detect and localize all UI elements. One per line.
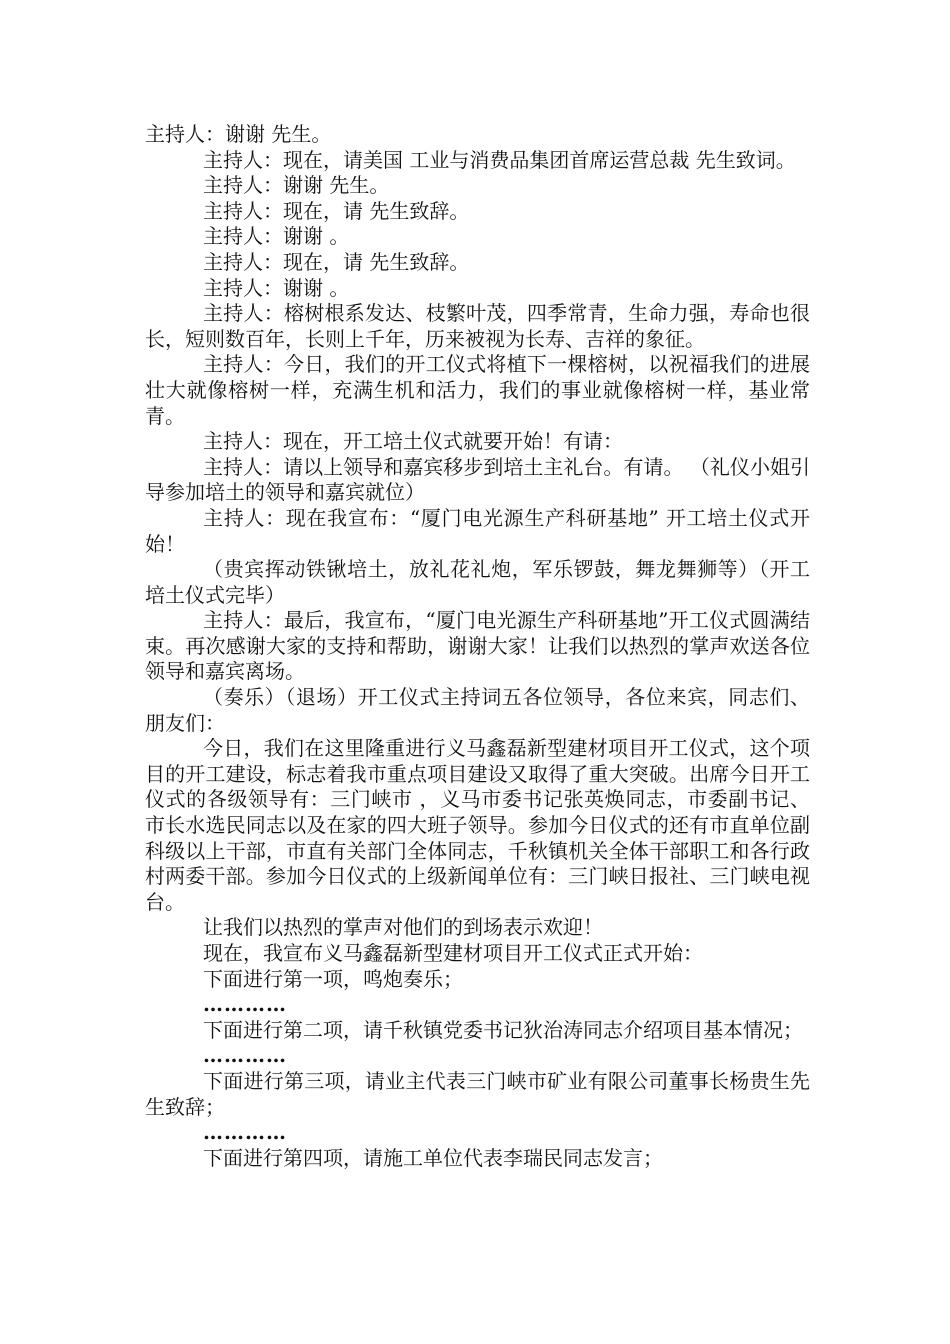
paragraph: 今日，我们在这里隆重进行义马鑫磊新型建材项目开工仪式，这个项目的开工建设，标志着我市重点项目建设又取得了重大突破。出席今日开工仪式的各级领导有：三门峡市 ，义马市委书记张英焕同志，市委副书记、市长水选民同志以及在家的四大班子领导。参加今日仪式的还有市直单位副科级以上干部，市直有关部门全体同志，千秋镇机关全体干部职工和各行政村两委干部。参加今日仪式的上级新闻单位有：三门峡日报社、三门峡电视台。 [145,736,810,914]
paragraph: 主持人：谢谢 先生。 [203,173,390,198]
ellipsis-separator: ………… [203,1120,287,1145]
paragraph: 下面进行第二项，请千秋镇党委书记狄治涛同志介绍项目基本情况； [203,1017,803,1042]
paragraph: 主持人：现在，请美国 工业与消费品集团首席运营总裁 先生致词。 [203,147,796,172]
paragraph: 主持人：最后，我宣布，“厦门电光源生产科研基地”开工仪式圆满结束。再次感谢大家的支持和帮助，谢谢大家！让我们以热烈的掌声欢送各位领导和嘉宾离场。 [145,608,810,684]
paragraph: 现在，我宣布义马鑫磊新型建材项目开工仪式正式开始： [203,941,703,965]
paragraph: 主持人：请以上领导和嘉宾移步到培土主礼台。有请。 （礼仪小姐引导参加培土的领导和嘉宾就位） [145,454,810,505]
paragraph: 主持人：现在，请 先生致辞。 [203,249,470,274]
ellipsis-separator: ………… [203,1043,287,1068]
paragraph: 主持人：现在，请 先生致辞。 [203,198,470,223]
paragraph: 下面进行第四项，请施工单位代表李瑞民同志发言； [203,1145,663,1170]
paragraph: 主持人：谢谢 。 [203,275,350,300]
paragraph: 主持人：今日，我们的开工仪式将植下一棵榕树，以祝福我们的进展壮大就像榕树一样，充满生机和活力，我们的事业就像榕树一样，基业常青。 [145,352,810,428]
paragraph: 下面进行第三项，请业主代表三门峡市矿业有限公司董事长杨贵生先生致辞； [145,1068,810,1119]
paragraph: 主持人：榕树根系发达、枝繁叶茂，四季常青，生命力强，寿命也很长，短则数百年，长则上千年，历来被视为长寿、吉祥的象征。 [145,301,810,351]
paragraph: （奏乐）（退场）开工仪式主持词五各位领导，各位来宾，同志们、朋友们： [145,685,810,735]
paragraph: （贵宾挥动铁锹培土，放礼花礼炮，军乐锣鼓，舞龙舞狮等）（开工培土仪式完毕） [145,557,810,607]
paragraph: 主持人：谢谢 先生。 [145,122,332,146]
document-body [145,122,810,1171]
paragraph: 让我们以热烈的掌声对他们的到场表示欢迎！ [203,915,603,940]
paragraph: 主持人：现在我宣布：“厦门电光源生产科研基地” 开工培土仪式开始！ [145,505,810,556]
ellipsis-separator: ………… [203,992,287,1017]
paragraph: 下面进行第一项，鸣炮奏乐； [203,966,463,991]
paragraph: 主持人：谢谢 。 [203,224,350,249]
paragraph: 主持人：现在，开工培土仪式就要开始！有请： [203,429,623,454]
